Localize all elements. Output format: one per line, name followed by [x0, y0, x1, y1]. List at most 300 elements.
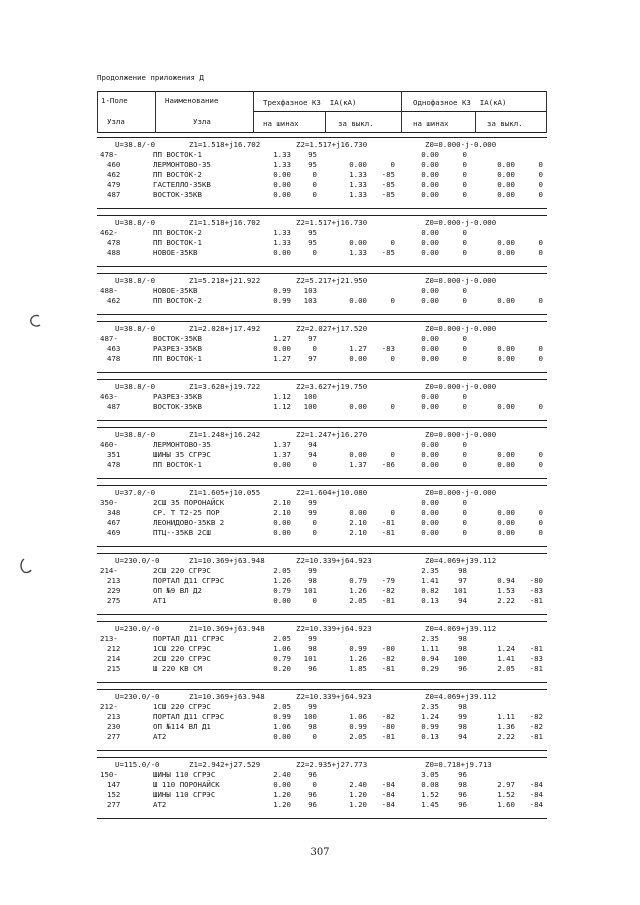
table-row [97, 518, 547, 528]
three-phase-bus-current: 2.05 [273, 566, 291, 575]
three-phase-bus-angle: 95 [308, 160, 317, 169]
three-phase-switch-angle: -81 [381, 518, 395, 527]
table-row [97, 344, 547, 354]
table-row [97, 790, 547, 800]
single-phase-switch-angle: -83 [529, 586, 543, 595]
single-phase-bus-current: 0.00 [421, 190, 439, 199]
three-phase-switch-current: 0.00 [349, 296, 367, 305]
single-phase-bus-current: 1.41 [421, 576, 439, 585]
three-phase-switch-current: 1.20 [349, 790, 367, 799]
node-number: 213- [100, 634, 118, 643]
node-number: 230 [107, 722, 121, 731]
single-phase-bus-angle: 0 [462, 190, 467, 199]
three-phase-switch-angle: -82 [381, 712, 395, 721]
three-phase-bus-current: 1.27 [273, 354, 291, 363]
node-number: 214 [107, 654, 121, 663]
node-number: 152 [107, 790, 121, 799]
node-number: 350- [100, 498, 118, 507]
three-phase-bus-angle: 95 [308, 238, 317, 247]
single-phase-switch-angle: 0 [538, 170, 543, 179]
single-phase-switch-current: 0.00 [497, 344, 515, 353]
header-name-sublabel: Узла [193, 117, 211, 126]
block-summary-row [97, 140, 547, 150]
fault-block [97, 137, 547, 209]
header-top-rule [97, 91, 547, 92]
continuation-caption: Продолжение приложения Д [97, 73, 204, 82]
block-summary-row [97, 276, 547, 286]
node-number: 488- [100, 286, 118, 295]
node-number: 348 [107, 508, 121, 517]
three-phase-switch-current: 0.00 [349, 402, 367, 411]
three-phase-bus-angle: 96 [308, 800, 317, 809]
z0-value: Z0=0.000-j-0.000 [425, 140, 497, 149]
node-number: 462- [100, 228, 118, 237]
node-name: 2СШ 220 СГРЭС [153, 654, 211, 663]
punch-hole-mark [18, 558, 32, 574]
three-phase-switch-current: 0.00 [349, 238, 367, 247]
three-phase-bus-current: 0.99 [273, 286, 291, 295]
single-phase-bus-angle: 99 [458, 712, 467, 721]
node-name: 1СШ 220 СГРЭС [153, 644, 211, 653]
z2-value: Z2=1.517+j16.730 [296, 218, 368, 227]
block-summary-row [97, 624, 547, 634]
single-phase-bus-current: 2.35 [421, 702, 439, 711]
single-phase-bus-angle: 97 [458, 576, 467, 585]
three-phase-switch-current: 0.00 [349, 450, 367, 459]
three-phase-bus-angle: 95 [308, 150, 317, 159]
table-row [97, 180, 547, 190]
three-phase-switch-angle: -85 [381, 180, 395, 189]
three-phase-bus-angle: 99 [308, 634, 317, 643]
three-phase-switch-angle: -81 [381, 528, 395, 537]
three-phase-switch-angle: -84 [381, 790, 395, 799]
node-number: 487 [107, 402, 121, 411]
single-phase-bus-current: 2.35 [421, 634, 439, 643]
single-phase-switch-angle: 0 [538, 296, 543, 305]
three-phase-bus-angle: 103 [303, 286, 317, 295]
z0-value: Z0=0.718+j9.713 [425, 760, 492, 769]
header-mid-rule [253, 111, 547, 112]
table-row [97, 460, 547, 470]
z0-value: Z0=0.000-j-0.000 [425, 324, 497, 333]
three-phase-switch-current: 0.00 [349, 354, 367, 363]
single-phase-bus-current: 0.00 [421, 460, 439, 469]
three-phase-bus-current: 1.33 [273, 160, 291, 169]
fault-block [97, 321, 547, 373]
single-phase-bus-current: 3.05 [421, 770, 439, 779]
node-name: АТ2 [153, 800, 167, 809]
node-number: 214- [100, 566, 118, 575]
node-number: 469 [107, 528, 121, 537]
single-phase-bus-current: 0.00 [421, 508, 439, 517]
table-header [97, 91, 547, 133]
single-phase-bus-current: 0.00 [421, 498, 439, 507]
single-phase-switch-angle: -80 [529, 576, 543, 585]
single-phase-switch-current: 2.05 [497, 664, 515, 673]
three-phase-bus-current: 0.00 [273, 518, 291, 527]
single-phase-switch-current: 0.00 [497, 170, 515, 179]
node-name: ШИНЫ 110 СГРЭС [153, 790, 216, 799]
three-phase-bus-angle: 96 [308, 770, 317, 779]
single-phase-switch-current: 0.94 [497, 576, 515, 585]
node-number: 213 [107, 576, 121, 585]
three-phase-switch-current: 0.00 [349, 160, 367, 169]
single-phase-bus-angle: 0 [462, 334, 467, 343]
z1-value: Z1=10.369+j63.948 [189, 624, 265, 633]
three-phase-bus-angle: 0 [312, 460, 317, 469]
single-phase-bus-angle: 0 [462, 228, 467, 237]
three-phase-bus-current: 0.00 [273, 780, 291, 789]
three-phase-bus-current: 0.00 [273, 180, 291, 189]
table-row [97, 712, 547, 722]
three-phase-bus-angle: 97 [308, 354, 317, 363]
single-phase-bus-angle: 96 [458, 790, 467, 799]
z2-value: Z2=1.247+j16.270 [296, 430, 368, 439]
block-summary-row [97, 556, 547, 566]
block-summary-row [97, 760, 547, 770]
single-phase-bus-current: 1.24 [421, 712, 439, 721]
three-phase-bus-angle: 97 [308, 334, 317, 343]
single-phase-switch-angle: 0 [538, 248, 543, 257]
single-phase-switch-angle: -81 [529, 596, 543, 605]
single-phase-bus-current: 0.00 [421, 392, 439, 401]
node-name: ВОСТОК-35КВ [153, 190, 202, 199]
node-name: ВОСТОК-35КВ [153, 334, 202, 343]
three-phase-switch-angle: -86 [381, 460, 395, 469]
header-three-phase: Трехфазное КЗ IA(кА) [263, 98, 357, 107]
single-phase-bus-current: 0.99 [421, 722, 439, 731]
single-phase-bus-current: 0.00 [421, 228, 439, 237]
header-bottom-rule [97, 132, 547, 133]
node-number: 478 [107, 354, 121, 363]
three-phase-bus-angle: 0 [312, 528, 317, 537]
header-divider [546, 91, 547, 133]
table-row [97, 596, 547, 606]
single-phase-bus-current: 0.00 [421, 160, 439, 169]
single-phase-switch-angle: -83 [529, 654, 543, 663]
node-name: РАЗРЕЗ-35КВ [153, 392, 202, 401]
single-phase-switch-current: 0.00 [497, 180, 515, 189]
node-name: ЛЕОНИДОВО-35КВ 2 [153, 518, 225, 527]
three-phase-switch-angle: -85 [381, 190, 395, 199]
three-phase-switch-angle: 0 [390, 354, 395, 363]
three-phase-bus-angle: 99 [308, 498, 317, 507]
single-phase-switch-current: 0.00 [497, 160, 515, 169]
table-row [97, 722, 547, 732]
three-phase-bus-current: 0.00 [273, 248, 291, 257]
single-phase-bus-current: 0.00 [421, 180, 439, 189]
single-phase-switch-angle: 0 [538, 402, 543, 411]
single-phase-switch-angle: 0 [538, 460, 543, 469]
node-number: 463- [100, 392, 118, 401]
single-phase-switch-current: 0.00 [497, 528, 515, 537]
three-phase-switch-current: 1.37 [349, 460, 367, 469]
single-phase-bus-angle: 98 [458, 722, 467, 731]
single-phase-bus-current: 2.35 [421, 566, 439, 575]
table-row [97, 238, 547, 248]
single-phase-switch-angle: 0 [538, 518, 543, 527]
node-number: 212 [107, 644, 121, 653]
z0-value: Z0=0.000-j-0.000 [425, 218, 497, 227]
node-name: ШИНЫ 110 СГРЭС [153, 770, 216, 779]
table-row [97, 498, 547, 508]
three-phase-switch-current: 2.10 [349, 518, 367, 527]
table-row [97, 150, 547, 160]
node-name: ГАСТЕЛЛО-35КВ [153, 180, 211, 189]
three-phase-bus-angle: 0 [312, 190, 317, 199]
single-phase-switch-current: 2.97 [497, 780, 515, 789]
node-name: ШИНЫ 35 СГРЭС [153, 450, 211, 459]
three-phase-switch-current: 2.10 [349, 528, 367, 537]
three-phase-bus-current: 1.33 [273, 238, 291, 247]
voltage-value: U=38.8/-0 [115, 218, 156, 227]
table-row [97, 732, 547, 742]
node-name: АТ2 [153, 732, 167, 741]
single-phase-bus-current: 1.11 [421, 644, 439, 653]
table-row [97, 190, 547, 200]
z0-value: Z0=4.069+j39.112 [425, 692, 497, 701]
three-phase-bus-current: 1.26 [273, 576, 291, 585]
z1-value: Z1=3.628+j19.722 [189, 382, 261, 391]
single-phase-bus-angle: 96 [458, 800, 467, 809]
three-phase-bus-current: 2.05 [273, 634, 291, 643]
three-phase-switch-angle: -81 [381, 664, 395, 673]
three-phase-switch-angle: 0 [390, 402, 395, 411]
header-single-phase: Однофазное КЗ IA(кА) [413, 98, 507, 107]
fault-blocks [97, 137, 547, 825]
single-phase-switch-angle: 0 [538, 180, 543, 189]
fault-block [97, 427, 547, 479]
single-phase-bus-angle: 94 [458, 732, 467, 741]
single-phase-switch-current: 0.00 [497, 518, 515, 527]
node-name: ПТЦ--35КВ 2СШ [153, 528, 211, 537]
single-phase-switch-current: 0.00 [497, 450, 515, 459]
node-name: ВОСТОК-35КВ [153, 402, 202, 411]
three-phase-bus-current: 1.33 [273, 150, 291, 159]
single-phase-bus-angle: 0 [462, 296, 467, 305]
single-phase-switch-angle: -84 [529, 780, 543, 789]
node-name: Ш 220 КВ СМ [153, 664, 202, 673]
three-phase-bus-current: 0.00 [273, 460, 291, 469]
three-phase-bus-current: 1.06 [273, 644, 291, 653]
single-phase-switch-angle: 0 [538, 190, 543, 199]
three-phase-bus-angle: 94 [308, 450, 317, 459]
three-phase-bus-current: 1.06 [273, 722, 291, 731]
single-phase-bus-angle: 0 [462, 170, 467, 179]
three-phase-bus-current: 0.00 [273, 344, 291, 353]
three-phase-bus-angle: 98 [308, 576, 317, 585]
single-phase-switch-current: 0.00 [497, 508, 515, 517]
single-phase-switch-angle: -81 [529, 664, 543, 673]
single-phase-switch-current: 1.36 [497, 722, 515, 731]
three-phase-switch-current: 1.33 [349, 170, 367, 179]
three-phase-bus-current: 1.12 [273, 402, 291, 411]
table-row [97, 160, 547, 170]
single-phase-bus-current: 1.45 [421, 800, 439, 809]
node-name: Ш 110 ПОРОНАЙСК [153, 780, 220, 789]
header-sub-bus: на шинах [263, 119, 299, 128]
three-phase-switch-current: 1.27 [349, 344, 367, 353]
single-phase-bus-angle: 0 [462, 160, 467, 169]
node-number: 277 [107, 732, 121, 741]
table-row [97, 402, 547, 412]
fault-block [97, 379, 547, 421]
block-summary-row [97, 382, 547, 392]
node-name: ПОРТАЛ Д11 СГРЭС [153, 712, 225, 721]
table-row [97, 248, 547, 258]
node-number: 212- [100, 702, 118, 711]
three-phase-bus-current: 0.79 [273, 654, 291, 663]
three-phase-bus-current: 1.33 [273, 228, 291, 237]
single-phase-bus-angle: 98 [458, 644, 467, 653]
single-phase-bus-angle: 96 [458, 770, 467, 779]
three-phase-switch-angle: -81 [381, 732, 395, 741]
three-phase-bus-angle: 99 [308, 566, 317, 575]
single-phase-switch-angle: 0 [538, 508, 543, 517]
node-number: 479 [107, 180, 121, 189]
single-phase-switch-angle: 0 [538, 238, 543, 247]
three-phase-switch-current: 0.99 [349, 722, 367, 731]
single-phase-switch-current: 1.24 [497, 644, 515, 653]
three-phase-bus-angle: 0 [312, 170, 317, 179]
node-name: ПП ВОСТОК-1 [153, 150, 202, 159]
single-phase-bus-current: 0.00 [421, 344, 439, 353]
block-summary-row [97, 218, 547, 228]
single-phase-bus-current: 0.00 [421, 450, 439, 459]
single-phase-switch-angle: 0 [538, 528, 543, 537]
table-row [97, 508, 547, 518]
three-phase-switch-angle: 0 [390, 238, 395, 247]
single-phase-bus-angle: 96 [458, 664, 467, 673]
three-phase-switch-current: 1.26 [349, 586, 367, 595]
single-phase-switch-angle: 0 [538, 450, 543, 459]
three-phase-bus-angle: 0 [312, 180, 317, 189]
z1-value: Z1=2.028+j17.492 [189, 324, 261, 333]
node-number: 229 [107, 586, 121, 595]
single-phase-switch-angle: -81 [529, 644, 543, 653]
z1-value: Z1=1.518+j16.702 [189, 140, 261, 149]
node-name: ПП ВОСТОК-1 [153, 238, 202, 247]
single-phase-bus-angle: 0 [462, 498, 467, 507]
single-phase-bus-current: 0.00 [421, 248, 439, 257]
header-name-label: Наименование [165, 96, 219, 105]
three-phase-bus-angle: 0 [312, 518, 317, 527]
header-divider [401, 91, 402, 133]
single-phase-bus-angle: 0 [462, 528, 467, 537]
three-phase-switch-current: 1.33 [349, 248, 367, 257]
single-phase-bus-current: 0.00 [421, 238, 439, 247]
three-phase-switch-angle: -79 [381, 576, 395, 585]
table-row [97, 296, 547, 306]
node-number: 460 [107, 160, 121, 169]
single-phase-switch-current: 1.53 [497, 586, 515, 595]
z1-value: Z1=10.369+j63.948 [189, 556, 265, 565]
single-phase-switch-angle: -82 [529, 722, 543, 731]
node-number: 478 [107, 460, 121, 469]
single-phase-switch-current: 2.22 [497, 596, 515, 605]
single-phase-bus-current: 0.00 [421, 440, 439, 449]
single-phase-bus-current: 0.00 [421, 170, 439, 179]
voltage-value: U=38.8/-0 [115, 276, 156, 285]
table-row [97, 702, 547, 712]
table-row [97, 566, 547, 576]
three-phase-bus-angle: 94 [308, 440, 317, 449]
single-phase-switch-angle: 0 [538, 354, 543, 363]
three-phase-switch-angle: -81 [381, 596, 395, 605]
three-phase-switch-current: 1.20 [349, 800, 367, 809]
z1-value: Z1=1.248+j16.242 [189, 430, 261, 439]
header-divider [253, 91, 254, 133]
three-phase-bus-angle: 99 [308, 508, 317, 517]
single-phase-bus-angle: 0 [462, 508, 467, 517]
node-number: 487- [100, 334, 118, 343]
three-phase-bus-current: 1.37 [273, 450, 291, 459]
single-phase-switch-angle: 0 [538, 160, 543, 169]
three-phase-switch-current: 1.06 [349, 712, 367, 721]
node-name: ПП ВОСТОК-2 [153, 170, 202, 179]
three-phase-switch-current: 1.33 [349, 180, 367, 189]
three-phase-bus-current: 1.20 [273, 800, 291, 809]
three-phase-bus-angle: 96 [308, 790, 317, 799]
table-row [97, 634, 547, 644]
node-number: 467 [107, 518, 121, 527]
node-number: 277 [107, 800, 121, 809]
table-row [97, 770, 547, 780]
z0-value: Z0=4.069+j39.112 [425, 624, 497, 633]
three-phase-switch-current: 0.79 [349, 576, 367, 585]
block-summary-row [97, 692, 547, 702]
z0-value: Z0=0.000-j-0.000 [425, 430, 497, 439]
z2-value: Z2=10.339+j64.923 [296, 556, 372, 565]
table-row [97, 664, 547, 674]
three-phase-bus-current: 2.10 [273, 508, 291, 517]
three-phase-switch-current: 1.85 [349, 664, 367, 673]
node-number: 213 [107, 712, 121, 721]
voltage-value: U=37.0/-0 [115, 488, 156, 497]
z2-value: Z2=5.217+j21.950 [296, 276, 368, 285]
single-phase-bus-angle: 0 [462, 286, 467, 295]
z2-value: Z2=2.935+j27.773 [296, 760, 368, 769]
node-name: 2СШ 220 СГРЭС [153, 566, 211, 575]
node-name: ПП ВОСТОК-2 [153, 296, 202, 305]
node-number: 460- [100, 440, 118, 449]
block-summary-row [97, 324, 547, 334]
single-phase-bus-current: 0.94 [421, 654, 439, 663]
node-number: 215 [107, 664, 121, 673]
fault-block [97, 689, 547, 751]
node-name: ОП №114 ВЛ Д1 [153, 722, 211, 731]
single-phase-bus-angle: 94 [458, 596, 467, 605]
three-phase-switch-angle: 0 [390, 160, 395, 169]
three-phase-switch-angle: -82 [381, 654, 395, 663]
z2-value: Z2=10.339+j64.923 [296, 692, 372, 701]
three-phase-bus-current: 2.40 [273, 770, 291, 779]
three-phase-switch-current: 2.40 [349, 780, 367, 789]
three-phase-bus-angle: 98 [308, 722, 317, 731]
table-row [97, 286, 547, 296]
header-sub-switch: за выкл. [338, 119, 374, 128]
table-row [97, 654, 547, 664]
node-name: ПП ВОСТОК-1 [153, 354, 202, 363]
voltage-value: U=38.8/-0 [115, 140, 156, 149]
header-node-label: 1-Поле [101, 96, 128, 105]
three-phase-bus-angle: 0 [312, 732, 317, 741]
single-phase-bus-angle: 0 [462, 354, 467, 363]
table-row [97, 780, 547, 790]
three-phase-switch-current: 1.26 [349, 654, 367, 663]
header-divider [97, 91, 98, 133]
three-phase-bus-angle: 96 [308, 664, 317, 673]
